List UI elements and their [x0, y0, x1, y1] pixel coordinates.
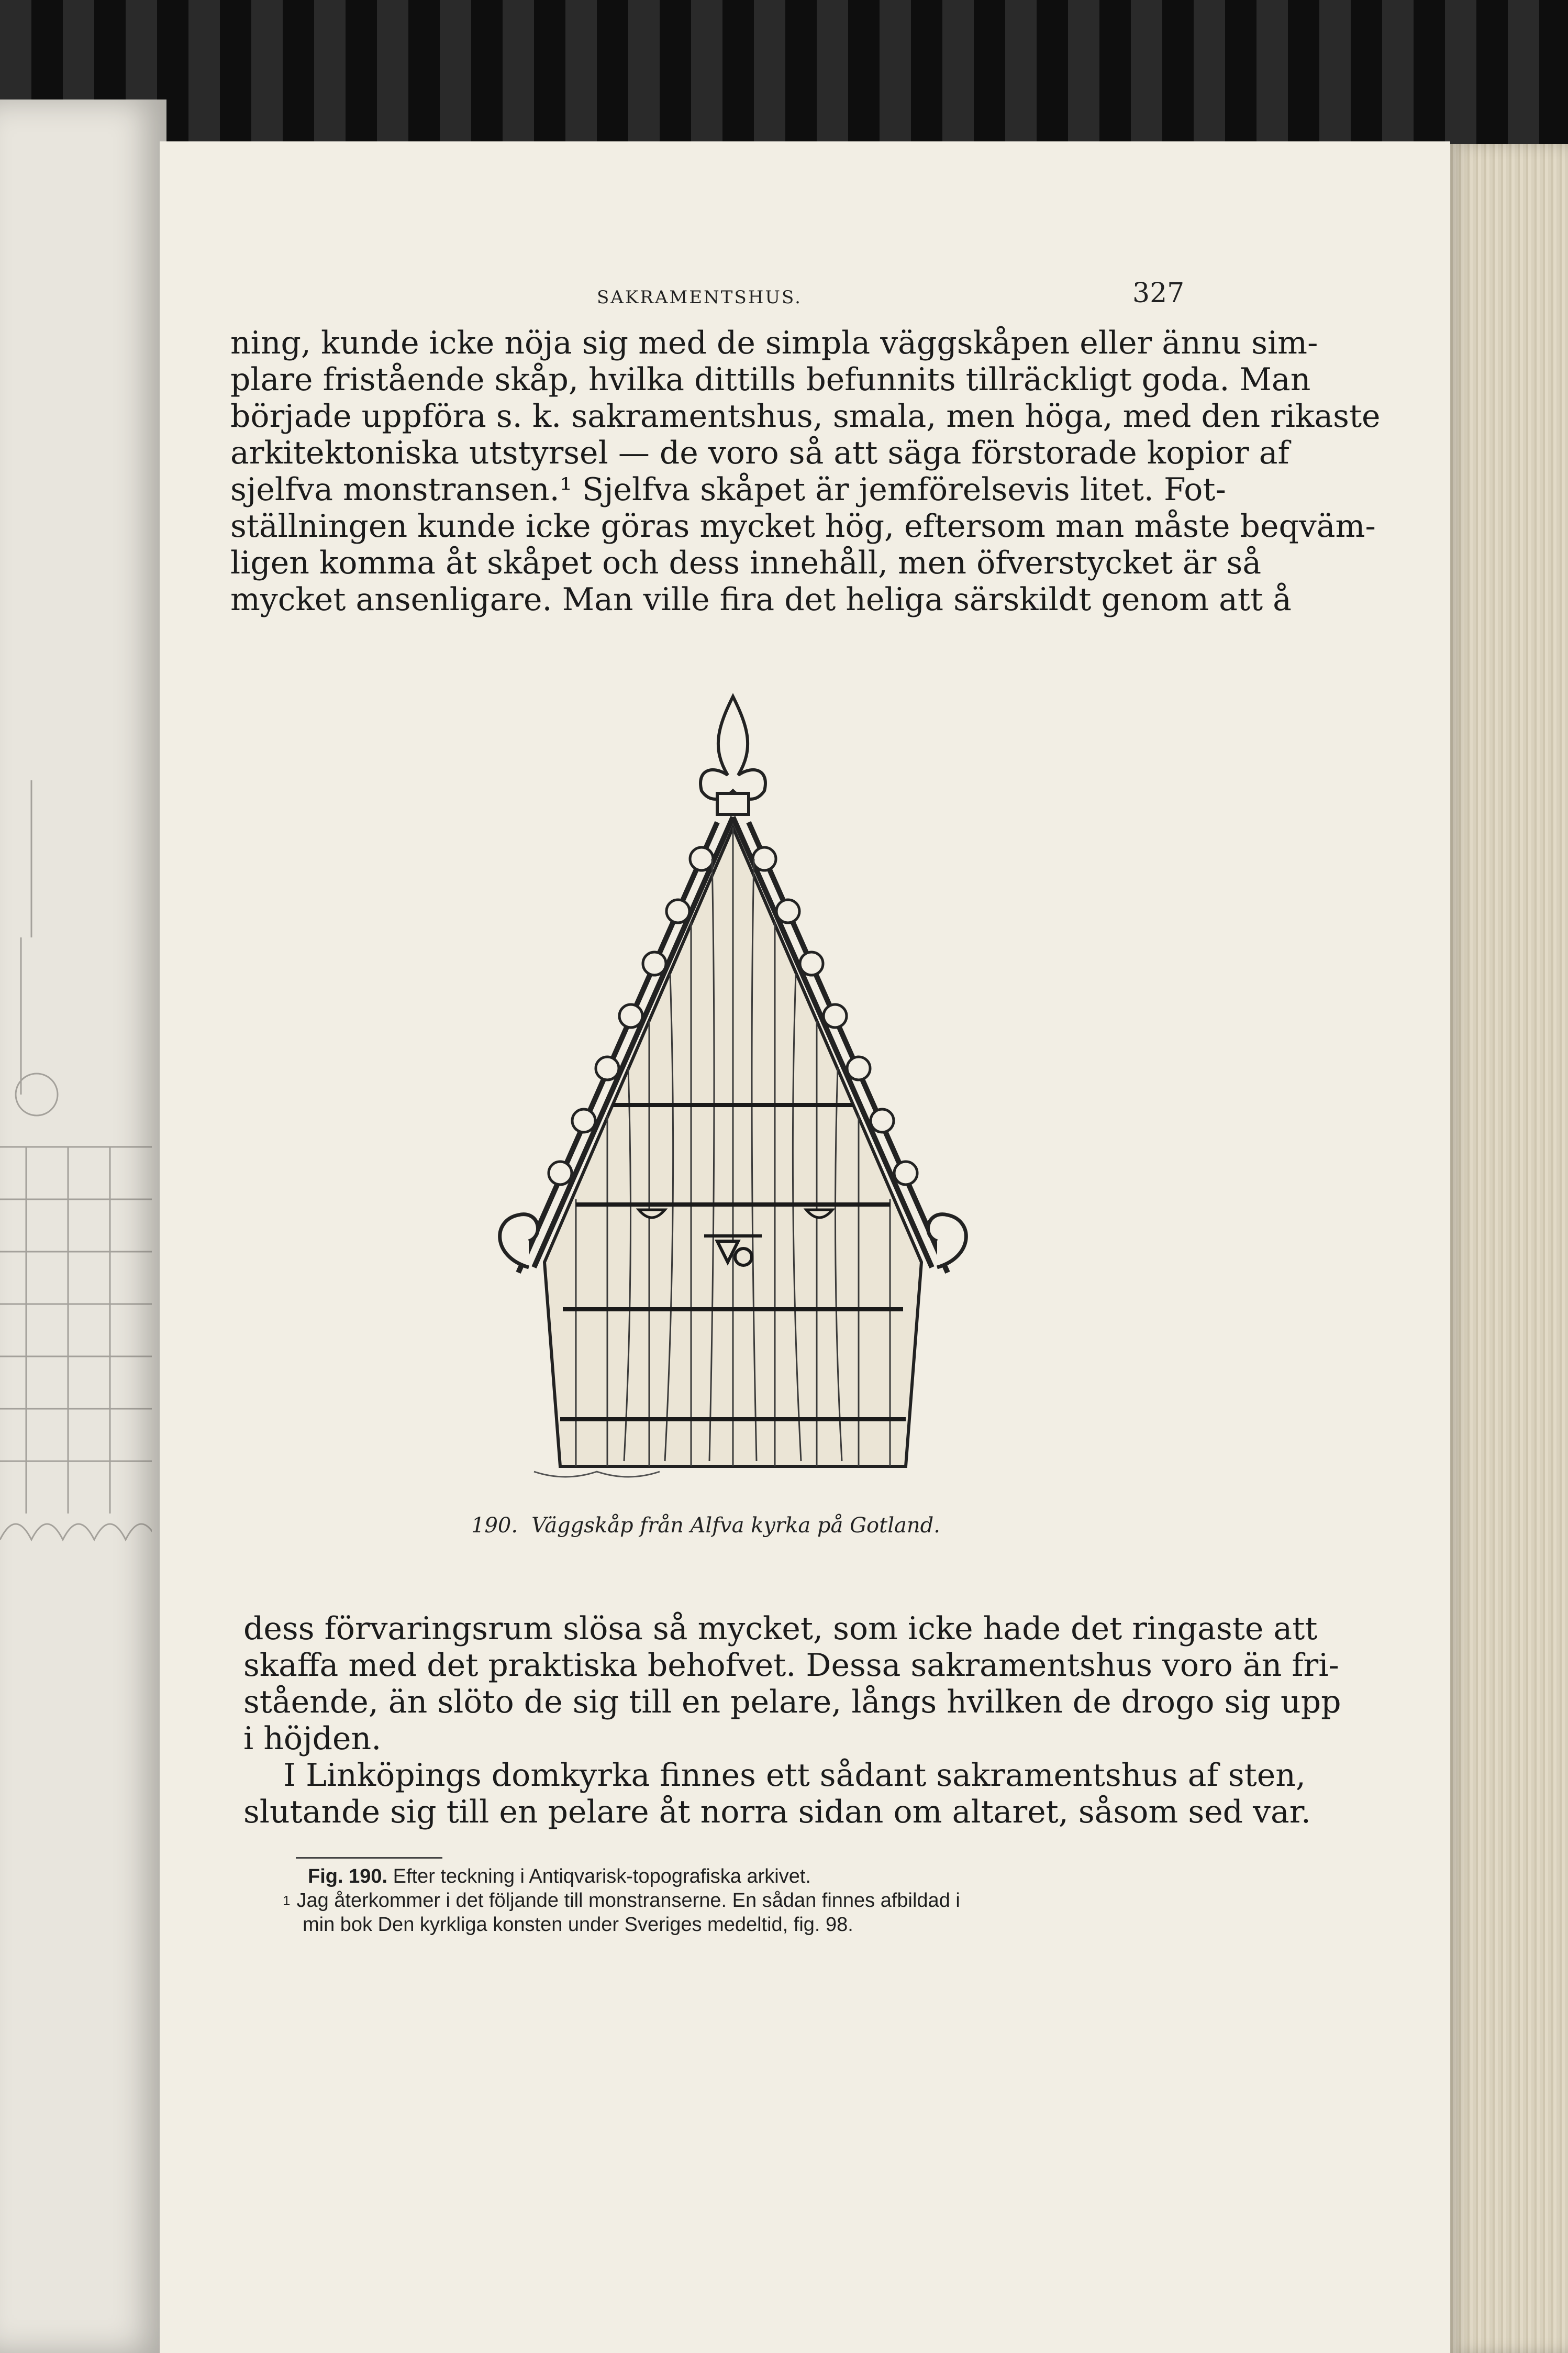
footnote-1	[283, 1888, 960, 1913]
figure-caption	[471, 1514, 940, 1538]
text-line: började uppföra s. k. sakramentshus, smala, men höga, med den rikaste	[230, 398, 1381, 435]
footnote-text-line: min bok Den kyrkliga konsten under Sveriges medeltid, fig. 98.	[303, 1914, 853, 1936]
text-line: arkitektoniska utstyrsel — de voro så att säga förstorade kopior af	[230, 435, 1289, 471]
figure-source-label: Fig. 190.	[308, 1865, 388, 1887]
figure-source-text: Efter teckning i Antiqvarisk-topografiska arkivet.	[393, 1865, 811, 1887]
text-line: sjelfva monstransen.¹ Sjelfva skåpet är jemförelsevis litet. Fot-	[230, 471, 1226, 508]
text-line: slutande sig till en pelare åt norra sidan om altaret, såsom sed var.	[243, 1794, 1311, 1830]
text-line: skaffa med det praktiska behofvet. Dessa sakramentshus voro än fri-	[243, 1647, 1339, 1684]
footnote-marker: 1	[283, 1893, 291, 1908]
finial-ornament	[700, 697, 765, 814]
text-line: mycket ansenligare. Man ville fira det heliga särskildt genom att å	[230, 581, 1292, 618]
paragraph-bottom	[243, 1610, 1341, 1830]
figure-caption-text: Väggskåp från Alfva kyrka på Gotland.	[531, 1514, 940, 1538]
text-line: ligen komma åt skåpet och dess innehåll, men öfverstycket är så	[230, 545, 1262, 581]
facing-page-illustration	[0, 780, 152, 1618]
footnote-1-continued	[283, 1913, 960, 1937]
footnotes	[283, 1864, 960, 1937]
ground-shading	[534, 1472, 660, 1477]
scanner-background	[0, 0, 1568, 157]
text-line: dess förvaringsrum slösa så mycket, som icke hade det ringaste att	[243, 1610, 1318, 1647]
book-page-edges	[1448, 144, 1568, 2353]
footnote-text-line: Jag återkommer i det följande till monstranserne. En sådan finnes afbildad i	[296, 1890, 960, 1912]
running-header: SAKRAMENTSHUS.	[597, 287, 802, 308]
facing-page-edge	[0, 100, 166, 2353]
figure-source-note	[283, 1864, 960, 1888]
footnote-rule	[296, 1857, 442, 1859]
text-line: I Linköpings domkyrka finnes ett sådant sakramentshus af sten,	[243, 1757, 1306, 1794]
text-line: i höjden.	[243, 1720, 382, 1757]
text-line: ning, kunde icke nöja sig med de simpla väggskåpen eller ännu sim-	[230, 325, 1318, 361]
figure-number: 190.	[471, 1514, 518, 1538]
paragraph-top	[230, 325, 1381, 618]
text-line: plare fristående skåp, hvilka dittills befunnits tillräckligt goda. Man	[230, 361, 1311, 398]
figure-wall-cabinet	[471, 686, 995, 1493]
text-line: ställningen kunde icke göras mycket hög, eftersom man måste beqväm-	[230, 508, 1376, 545]
page-number: 327	[1132, 278, 1185, 309]
text-line: stående, än slöto de sig till en pelare, långs hvilken de drogo sig upp	[243, 1684, 1341, 1720]
